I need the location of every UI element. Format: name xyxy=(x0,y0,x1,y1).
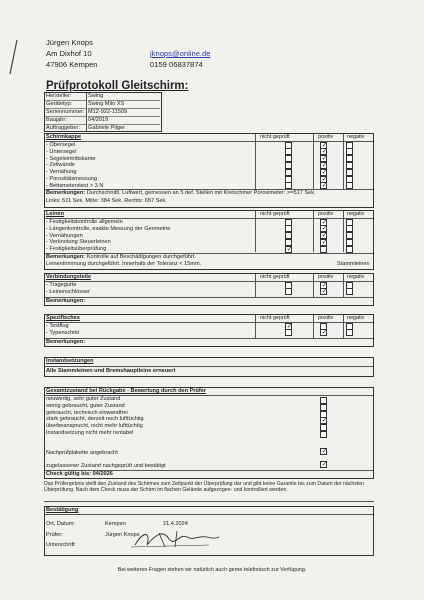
schirmkappe-heading: Schirmkappe xyxy=(46,134,82,140)
leinen-col-negativ: negativ xyxy=(347,211,365,217)
check-gueltig-label: Check gültig bis: xyxy=(46,471,92,477)
verbindung-row2-col2-checkbox[interactable] xyxy=(320,288,327,295)
item-vernaehungen: - Vernähungen xyxy=(46,232,83,239)
zustand-nicht-rentabel: Instandsetzung nicht mehr rentabel xyxy=(46,429,134,436)
leinen-remarks-text: Kontrolle auf Beschädigungen durchgeführt. xyxy=(86,254,196,260)
plakette-label: Nachprüfplakette angebracht xyxy=(46,450,118,456)
schirmkappe-row7-col2-checkbox[interactable] xyxy=(320,182,327,189)
verbindung-col-negativ: negativ xyxy=(347,274,365,280)
gesamtzustand-items xyxy=(46,396,144,437)
item-zellwaende: - Zellwände xyxy=(46,162,75,169)
pruefer-label: Prüfer: xyxy=(46,532,63,538)
sender-email[interactable]: jknops@online.de xyxy=(150,49,211,58)
label-hersteller: Hersteller: xyxy=(45,93,86,101)
schirmkappe-remarks-label: Bemerkungen: xyxy=(46,190,86,196)
sender-phone: 0159 06837874 xyxy=(150,60,203,69)
datum-value: 21.4.2024 xyxy=(163,521,188,527)
item-festigkeitskontrolle: - Festigkeitskontrolle allgemein xyxy=(46,219,123,225)
schirmkappe-remarks-text: Durchschnittl. Luftwert, gemessen an 5 def. Stellen mit Kretschmer Porosimeter: >=517 Sek. xyxy=(86,190,316,196)
signature-image xyxy=(129,525,223,553)
margin-pen-mark xyxy=(6,38,20,78)
zustand-neuwertig: neuwertig, sehr guter Zustand xyxy=(46,396,121,402)
schirmkappe-row7-col1-checkbox[interactable] xyxy=(285,182,292,189)
item-leinenschloesser: - Leinenschlösser xyxy=(46,288,90,295)
label-baujahr: Baujahr: xyxy=(45,117,86,125)
col-positiv: positiv xyxy=(318,134,334,140)
schirmkappe-items xyxy=(46,142,251,190)
label-geraetetyp: Gerätetyp: xyxy=(45,101,86,109)
leinen-remarks xyxy=(46,254,196,261)
sender-contact xyxy=(150,48,210,70)
ort-value: Kempen xyxy=(105,521,126,527)
gesamtzustand-heading: Gesamtzustand bei Rückgabe - Bewertung durch den Prüfer xyxy=(46,388,207,394)
checkmark-icon: ✓ xyxy=(321,155,328,163)
plakette-checkbox[interactable] xyxy=(320,448,327,455)
value-baujahr: 04/2019 xyxy=(88,117,160,125)
verbindung-col-nicht-geprueft: nicht geprüft xyxy=(260,274,290,280)
value-geraetetyp: Swing Mito XS xyxy=(88,101,160,109)
verbindung-col-positiv: positiv xyxy=(318,274,334,280)
spezifisches-items xyxy=(46,323,79,337)
verbindung-heading: Verbindungsteile xyxy=(46,274,92,280)
item-bettsmeter: - Bettsmeterstest > 3 N xyxy=(46,182,104,189)
item-verknotung: - Verknotung Steuerleinen xyxy=(46,239,111,246)
col-negativ: negativ xyxy=(347,134,365,140)
item-tragegurte: - Tragegurte xyxy=(46,282,77,288)
checkmark-icon: ✓ xyxy=(321,218,328,226)
schirmkappe-remarks xyxy=(46,190,316,197)
zustand-wenig-gebraucht: wenig gebraucht, guter Zustand xyxy=(46,402,125,409)
item-testflug: - Testflug xyxy=(46,323,69,329)
sender-street: Am Dixhof 10 xyxy=(46,49,92,58)
zustand-stark-gebraucht: stark gebraucht, derzeit noch lufttüchtig xyxy=(46,416,144,423)
leinen-col-nicht-geprueft: nicht geprüft xyxy=(260,211,290,217)
check-gueltig xyxy=(46,471,113,478)
schirmkappe-remarks-line2: Links: 511 Sek. Mitte: 384 Sek. Rechts: 657 Sek. xyxy=(46,198,167,204)
disclaimer: Das Prüfergebnis stellt den Zustand des Schirmes zum Zeitpunkt der Überprüfung dar und gibt keine Garantie bis zum Datum der nächsten Überprüfung. Nach dem Check muss der Schirm im flachen Gelände aufgezogen- und kontrolliert werden. xyxy=(44,481,365,494)
document-title: Prüfprotokoll Gleitschirm: xyxy=(46,80,189,92)
verbindung-row2-col1-checkbox[interactable] xyxy=(285,288,292,295)
checkmark-icon: ✓ xyxy=(321,182,328,190)
leinen-remarks-right: Stammleinen xyxy=(337,261,370,267)
checkmark-icon: ✓ xyxy=(321,448,328,455)
checkmark-icon: ✓ xyxy=(321,141,328,149)
value-hersteller: Swing xyxy=(88,93,160,101)
zustand-ueberbeansprucht: überbeansprucht, nicht mehr lufttüchtig xyxy=(46,423,143,430)
spezifisches-col-nicht-geprueft: nicht geprüft xyxy=(260,315,290,321)
pruefer-value: Jürgen Knops xyxy=(105,532,140,538)
verbindung-items xyxy=(46,282,90,296)
item-festigkeitsueberpruefung: - Festigkeitsüberprüfung xyxy=(46,246,107,253)
checkmark-icon: ✓ xyxy=(321,288,328,296)
sender-city: 47906 Kempen xyxy=(46,60,98,69)
checkmark-icon: ✓ xyxy=(286,322,293,330)
checkmark-icon: ✓ xyxy=(321,281,328,289)
section-instandsetzungen xyxy=(44,357,374,377)
label-auftraggeber: Auftraggeber: xyxy=(46,125,80,131)
zustand-gebraucht: gebraucht, technisch einwandfrei xyxy=(46,409,128,416)
spezifisches-col-negativ: negativ xyxy=(347,315,365,321)
sender-address xyxy=(46,37,98,70)
leinen-heading: Leinen xyxy=(46,211,65,217)
zustand-6-checkbox[interactable] xyxy=(320,431,327,438)
item-vernaehung: - Vernähung xyxy=(46,169,77,176)
bestaetigung-heading: Bestätigung xyxy=(46,507,79,513)
item-untersegel: - Untersegel xyxy=(46,148,77,155)
footer-text: Bei weiteren Fragen stehen wir natürlich auch gerne telefonisch zur Verfügung. xyxy=(117,567,307,573)
item-laengenkontrolle: - Längenkontrolle, exakte Messung der Geometrie xyxy=(46,225,171,232)
checkmark-icon: ✓ xyxy=(321,225,328,233)
checkmark-icon: ✓ xyxy=(321,238,328,246)
item-typenschild: - Typenschild xyxy=(46,329,79,336)
leinen-row5-col2-checkbox[interactable] xyxy=(320,246,327,253)
unterschrift-label: Unterschrift: xyxy=(46,542,77,548)
zugelassen-checkbox[interactable] xyxy=(320,461,327,468)
verbindung-remarks-label: Bemerkungen: xyxy=(46,298,86,304)
checkmark-icon: ✓ xyxy=(321,417,328,425)
spezifisches-col-positiv: positiv xyxy=(318,315,334,321)
info-label-column xyxy=(45,93,87,131)
info-value-column xyxy=(88,93,160,131)
device-info-table xyxy=(44,92,162,132)
item-obersegel: - Obersegel xyxy=(46,142,76,148)
spezifisches-row2-col2-checkbox[interactable] xyxy=(320,329,327,336)
section-bestaetigung xyxy=(44,506,374,556)
instandsetzungen-text: Alle Stammleinen und Bremshauptleine erneuert xyxy=(46,368,176,374)
checkmark-icon: ✓ xyxy=(286,245,293,253)
item-segeleintrittskante: - Segeleintrittskante xyxy=(46,155,96,162)
checkmark-icon: ✓ xyxy=(321,232,328,240)
col-nicht-geprueft: nicht geprüft xyxy=(260,134,290,140)
checkmark-icon: ✓ xyxy=(321,175,328,183)
checkmark-icon: ✓ xyxy=(321,461,328,468)
spezifisches-heading: Spezifisches xyxy=(46,315,80,321)
sender-name: Jürgen Knops xyxy=(46,38,93,47)
checkmark-icon: ✓ xyxy=(321,168,328,176)
value-seriennummer: M12-922-11509 xyxy=(88,109,160,117)
item-porositaet: - Porositätsmessung xyxy=(46,175,97,182)
check-gueltig-value: 04/2026 xyxy=(92,471,113,477)
leinen-remarks-label: Bemerkungen: xyxy=(46,254,86,260)
spezifisches-row2-col1-checkbox[interactable] xyxy=(285,329,292,336)
label-seriennummer: Seriennummer: xyxy=(46,109,85,115)
verbindung-row2-col3-checkbox[interactable] xyxy=(346,288,353,295)
leinen-items xyxy=(46,219,251,253)
leinen-row5-col1-checkbox[interactable] xyxy=(285,246,292,253)
spezifisches-row2-col3-checkbox[interactable] xyxy=(346,329,353,336)
checkmark-icon: ✓ xyxy=(321,161,328,169)
checkmark-icon: ✓ xyxy=(321,329,328,337)
ort-label: Ort, Datum: xyxy=(46,521,75,527)
instandsetzungen-heading: Instandsetzungen xyxy=(46,358,94,364)
spezifisches-remarks-label: Bemerkungen: xyxy=(46,339,86,345)
schirmkappe-row7-col3-checkbox[interactable] xyxy=(346,182,353,189)
leinen-col-positiv: positiv xyxy=(318,211,334,217)
checkmark-icon: ✓ xyxy=(321,148,328,156)
zugelassen-label: zugelassener Zustand nachgeprüft und bestätigt xyxy=(46,463,166,469)
leinen-row5-col3-checkbox[interactable] xyxy=(346,246,353,253)
leinen-remarks-line2: Leinentrimmung durchgeführt. Innerhalb der Toleranz < 15mm. xyxy=(46,261,202,267)
value-auftraggeber: Gabriele Pilger xyxy=(88,125,125,131)
